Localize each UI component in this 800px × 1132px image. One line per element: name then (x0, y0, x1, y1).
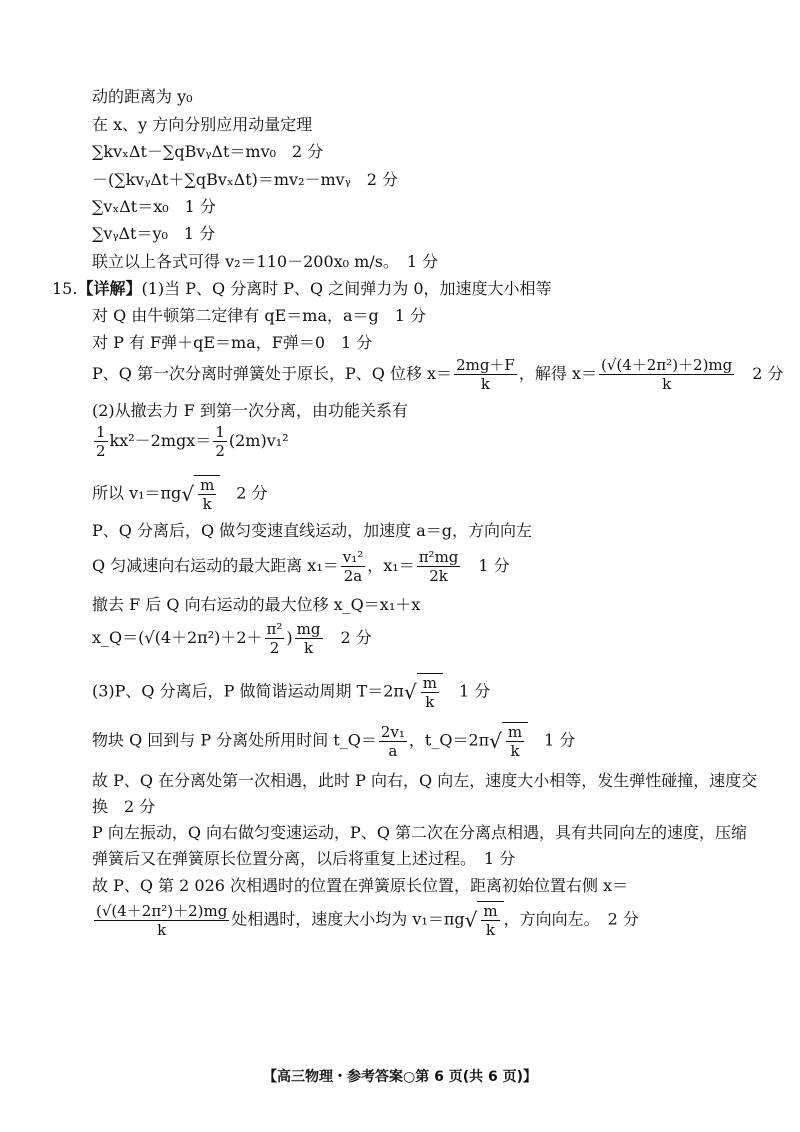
text: (2m)v₁² (228, 431, 289, 450)
text: (3)P、Q 分离后，P 做简谐运动周期 T＝2π (92, 681, 404, 701)
equation-line (92, 901, 639, 939)
text: ，方向向左。 2 分 (503, 909, 639, 929)
fraction: $\frac{\text{v₁²}}{2a}$ (342, 548, 364, 585)
text: (1)当 P、Q 分离时 P、Q 之间弹力为 0，加速度大小相等 (141, 279, 552, 298)
text: 1 分 (462, 556, 510, 575)
fraction: $\frac{m}{k}$ (483, 902, 498, 939)
equation-line: ∑vᵧΔt＝y₀ 1 分 (92, 224, 216, 243)
fraction: $\frac{\text{π²mg}}{2k}$ (418, 548, 459, 585)
text-line: 对 P 有 F弹＋qE＝ma，F弹＝0 1 分 (92, 333, 373, 352)
square-root: √ $\frac{m}{k}$ (465, 901, 504, 939)
text: 所以 v₁＝πg (92, 483, 182, 503)
fraction: $\frac{\text{(√(4＋2π²)＋2)mg}}{k}$ (600, 356, 733, 393)
text-line: 撤去 F 后 Q 向右运动的最大位移 x_Q＝x₁＋x (92, 595, 421, 614)
text-line: P、Q 分离后，Q 做匀变速直线运动，加速度 a＝g，方向向左 (92, 521, 533, 540)
text-line: (2)从撤去力 F 到第一次分离，由功能关系有 (92, 401, 408, 420)
fraction: $\frac{m}{k}$ (422, 674, 437, 711)
fraction: $\frac{mg}{k}$ (296, 620, 321, 657)
text: 2 分 (736, 364, 784, 383)
equation-line (92, 673, 490, 711)
text: ，t_Q＝2π (408, 730, 490, 750)
text: P、Q 第一次分离时弹簧处于原长，P、Q 位移 x＝ (92, 364, 453, 383)
text: ) (286, 628, 293, 647)
equation-line (92, 475, 268, 513)
page-footer: 【高三物理・参考答案○第 6 页(共 6 页)】 (263, 1069, 537, 1085)
text-line: P 向左振动，Q 向右做匀变速运动，P、Q 第二次在分离点相遇，具有共同向左的速度，压缩 (92, 823, 748, 842)
text-line: 动的距离为 y₀ (92, 87, 193, 106)
equation-line (92, 423, 289, 460)
fraction: $\frac{1}{2}$ (215, 423, 225, 460)
text: ，解得 x＝ (518, 364, 597, 383)
text-line: 故 P、Q 在分离处第一次相遇，此时 P 向右，Q 向左，速度大小相等，发生弹性碰撞，速度交 (92, 771, 758, 790)
equation-line (92, 548, 510, 585)
equation-line: ∑kvₓΔt－∑qBvᵧΔt＝mv₀ 2 分 (92, 142, 324, 161)
text: 2 分 (324, 628, 372, 647)
equation-line: ∑vₓΔt＝x₀ 1 分 (92, 197, 216, 216)
question-number: 15. (52, 279, 78, 298)
text-line: 对 Q 由牛顿第二定律有 qE＝ma，a＝g 1 分 (92, 306, 427, 325)
section-label: 【详解】 (77, 279, 142, 298)
equation-line (92, 722, 575, 760)
fraction: $\frac{m}{k}$ (200, 476, 215, 513)
fraction: $\frac{\text{(√(4＋2π²)＋2)mg}}{k}$ (96, 901, 228, 939)
text-line: 换 2 分 (92, 797, 156, 816)
text-line: 故 P、Q 第 2 026 次相遇时的位置在弹簧原长位置，距离初始位置右侧 x＝ (92, 876, 629, 895)
fraction: $\frac{m}{k}$ (507, 723, 523, 760)
text: 物块 Q 回到与 P 分离处所用时间 t_Q＝ (92, 730, 377, 750)
square-root: √ $\frac{m}{k}$ (489, 722, 528, 760)
equation-line (92, 620, 372, 657)
text: 1 分 (442, 681, 491, 701)
square-root: √ $\frac{m}{k}$ (404, 673, 443, 711)
question-15-header (52, 278, 552, 300)
text: ，x₁＝ (367, 556, 415, 575)
equation-line (92, 356, 784, 393)
text: Q 匀减速向右运动的最大距离 x₁＝ (92, 556, 339, 575)
square-root: √ $\frac{m}{k}$ (181, 475, 220, 513)
text-line: 联立以上各式可得 v₂＝110－200x₀ m/s。 1 分 (92, 252, 439, 271)
text: 2 分 (220, 483, 268, 503)
equation-line: －(∑kvᵧΔt＋∑qBvₓΔt)＝mv₂－mvᵧ 2 分 (92, 170, 399, 189)
text-line: 弹簧后又在弹簧原长位置分离，以后将重复上述过程。 1 分 (92, 849, 516, 868)
text: kx²－2mgx＝ (109, 431, 212, 450)
text: 处相遇时，速度大小均为 v₁＝πg (231, 909, 465, 929)
fraction: $\frac{1}{2}$ (96, 423, 106, 460)
fraction: $\frac{2mg+F}{k}$ (456, 356, 515, 393)
text: 1 分 (528, 730, 576, 750)
text: x_Q＝(√(4＋2π²)＋2＋ (92, 628, 263, 647)
fraction: $\frac{\text{π²}}{2}$ (266, 620, 283, 657)
fraction: $\frac{\text{2v₁}}{a}$ (380, 722, 405, 760)
text-line: 在 x、y 方向分别应用动量定理 (92, 115, 313, 134)
